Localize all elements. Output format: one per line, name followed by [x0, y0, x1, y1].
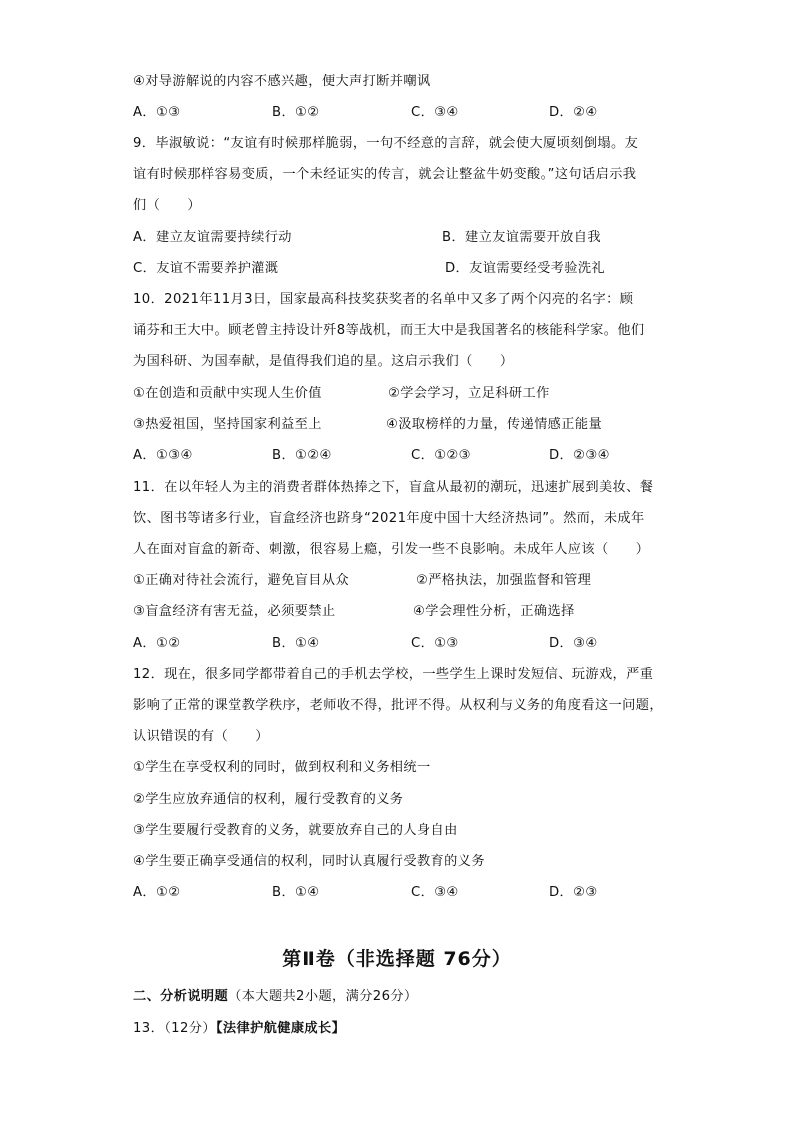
q11-stem-line-3: 人在面对盲盒的新奇、刺激，很容易上瘾，引发一些不良影响。未成年人应该（ ）: [133, 542, 650, 557]
section-2-note: （本大题共2小题，满分26分）: [228, 989, 418, 1004]
q12-item-4: ④学生要正确享受通信的权利，同时认真履行受教育的义务: [133, 854, 485, 869]
q12-stem-line-2: 影响了正常的课堂教学秩序，老师收不得，批评不得。从权利与义务的角度看这一问题，: [133, 698, 663, 713]
q12-stem-line-3: 认识错误的有（ ）: [133, 729, 269, 744]
q12-item-3: ③学生要履行受教育的义务，就要放弃自己的人身自由: [133, 823, 458, 838]
q8-option-b: B．①②: [272, 105, 320, 120]
q13-number: 13．（12分）: [133, 1021, 216, 1036]
q13-title: 【法律护航健康成长】: [215, 1021, 346, 1036]
q11-option-d: D．③④: [549, 636, 598, 651]
q9-option-a: A．建立友谊需要持续行动: [133, 230, 292, 245]
q10-stem-line-2: 诵芬和王大中。顾老曾主持设计歼8等战机，而王大中是我国著名的核能科学家。他们: [133, 323, 645, 338]
q12-item-1: ①学生在享受权利的同时，做到权利和义务相统一: [133, 760, 431, 775]
q8-option-c: C．③④: [411, 105, 459, 120]
q8-item-4: ④对导游解说的内容不感兴趣，便大声打断并嘲讽: [133, 74, 431, 89]
q11-stem-line-1: 11．在以年轻人为主的消费者群体热捧之下，盲盒从最初的潮玩，迅速扩展到美妆、餐: [133, 480, 654, 495]
section-2-header: [133, 985, 418, 1004]
q12-stem-line-1: 12．现在，很多同学都带着自己的手机去学校，一些学生上课时发短信、玩游戏，严重: [133, 667, 654, 682]
q10-item-3: ③热爱祖国，坚持国家利益至上: [133, 417, 322, 432]
q12-option-a: A．①②: [133, 885, 181, 900]
q11-option-b: B．①④: [272, 636, 320, 651]
q10-stem-line-1: 10．2021年11月3日，国家最高科技奖获奖者的名单中又多了两个闪亮的名字：顾: [133, 292, 634, 307]
q11-stem-line-2: 饮、图书等诸多行业，盲盒经济也跻身“2021年度中国十大经济热词”。然而，未成年: [133, 511, 645, 526]
q10-item-2: ②学会学习，立足科研工作: [388, 386, 550, 401]
q9-option-c: C．友谊不需要养护灌溉: [133, 261, 279, 276]
q13-header: [133, 1017, 345, 1036]
q12-item-2: ②学生应放弃通信的权利，履行受教育的义务: [133, 792, 404, 807]
q11-item-3: ③盲盒经济有害无益，必须要禁止: [133, 604, 336, 619]
q10-option-b: B．①②④: [272, 448, 332, 463]
q10-option-a: A．①③④: [133, 448, 193, 463]
q9-stem-line-2: 谊有时候那样容易变质，一个未经证实的传言，就会让整盆牛奶变酸。”这句话启示我: [133, 167, 637, 182]
part-2-heading: 第Ⅱ卷（非选择题 76分）: [282, 948, 512, 970]
q10-option-c: C．①②③: [411, 448, 471, 463]
q10-stem-line-3: 为国科研、为国奉献，是值得我们追的星。这启示我们（ ）: [133, 354, 514, 369]
section-2-title: 二、分析说明题: [133, 989, 229, 1004]
q11-option-a: A．①②: [133, 636, 181, 651]
q9-stem-line-1: 9．毕淑敏说：“友谊有时候那样脆弱，一句不经意的言辞，就会使大厦顷刻倒塌。友: [133, 136, 639, 151]
q11-option-c: C．①③: [411, 636, 459, 651]
q11-item-4: ④学会理性分析，正确选择: [413, 604, 575, 619]
q9-stem-line-3: 们（ ）: [133, 198, 201, 213]
q10-item-1: ①在创造和贡献中实现人生价值: [133, 386, 322, 401]
q11-item-1: ①正确对待社会流行，避免盲目从众: [133, 573, 350, 588]
q9-option-d: D．友谊需要经受考验洗礼: [445, 261, 606, 276]
q9-option-b: B．建立友谊需要开放自我: [442, 230, 601, 245]
q11-item-2: ②严格执法，加强监督和管理: [416, 573, 592, 588]
q10-option-d: D．②③④: [549, 448, 610, 463]
q12-option-d: D．②③: [549, 885, 598, 900]
q12-option-c: C．③④: [411, 885, 459, 900]
q12-option-b: B．①④: [272, 885, 320, 900]
q8-option-d: D．②④: [549, 105, 598, 120]
q10-item-4: ④汲取榜样的力量，传递情感正能量: [386, 417, 603, 432]
q8-option-a: A．①③: [133, 105, 181, 120]
